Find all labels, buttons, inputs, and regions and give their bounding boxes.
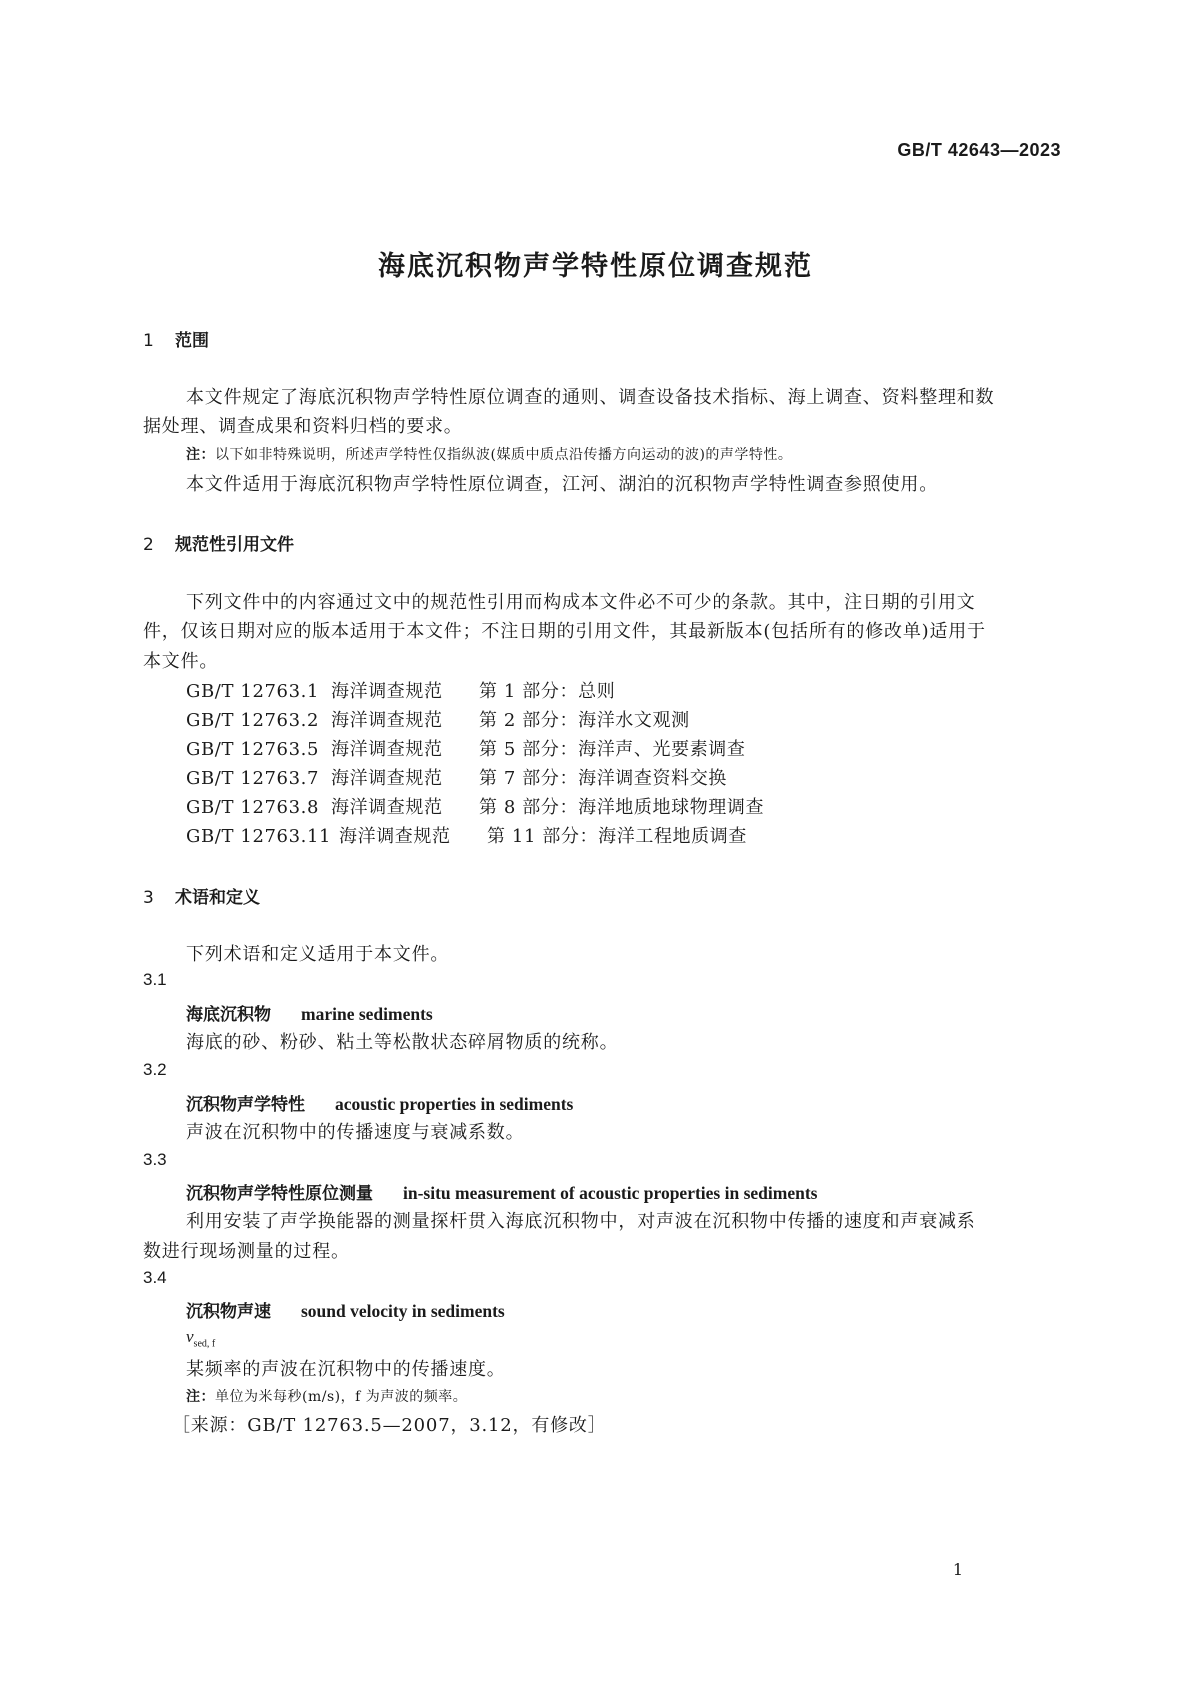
reference-series: 海洋调查规范 [339, 826, 451, 847]
term-number: 3.4 [143, 1268, 167, 1287]
note-text: 以下如非特殊说明，所述声学特性仅指纵波(媒质中质点沿传播方向运动的波)的声学特性。 [215, 447, 793, 463]
note [186, 1386, 467, 1406]
section-title: 规范性引用文件 [175, 535, 294, 555]
term-heading [186, 1090, 573, 1115]
reference-code: GB/T 12763.11 [186, 826, 332, 847]
term-definition: 某频率的声波在沉积物中的传播速度。 [186, 1359, 506, 1380]
term-zh: 沉积物声学特性 [186, 1095, 305, 1115]
reference-code: GB/T 12763.7 [186, 768, 320, 789]
symbol-subscript: sed, f [193, 1338, 216, 1350]
page-number: 1 [952, 1560, 963, 1579]
reference-part: 第 7 部分：海洋调查资料交换 [479, 768, 727, 789]
term-heading [186, 1000, 433, 1025]
term-number: 3.1 [143, 970, 167, 989]
reference-item [186, 677, 615, 703]
term-number: 3.2 [143, 1060, 167, 1079]
term-definition: 声波在沉积物中的传播速度与衰减系数。 [186, 1122, 525, 1143]
paragraph-line: 本文件规定了海底沉积物声学特性原位调查的通则、调查设备技术指标、海上调查、资料整理和数 [186, 387, 995, 408]
term-en: in-situ measurement of acoustic properties in sediments [403, 1183, 818, 1203]
note [186, 444, 792, 464]
paragraph-line: 下列文件中的内容通过文中的规范性引用而构成本文件必不可少的条款。其中，注日期的引用文 [186, 592, 976, 613]
paragraph-line: 下列术语和定义适用于本文件。 [186, 944, 450, 965]
term-symbol [186, 1327, 215, 1349]
reference-series: 海洋调查规范 [331, 710, 443, 731]
reference-part: 第 11 部分：海洋工程地质调查 [487, 826, 747, 847]
term-en: acoustic properties in sediments [335, 1094, 574, 1114]
term-number: 3.3 [143, 1150, 167, 1169]
reference-part: 第 5 部分：海洋声、光要素调查 [479, 739, 746, 760]
note-label: 注： [186, 447, 215, 463]
reference-series: 海洋调查规范 [331, 768, 443, 789]
section-number: 3 [143, 888, 154, 908]
section-2-heading [143, 530, 294, 555]
reference-item [186, 793, 764, 819]
term-definition: 海底的砂、粉砂、粘土等松散状态碎屑物质的统称。 [186, 1032, 619, 1053]
paragraph-line: 件，仅该日期对应的版本适用于本文件；不注日期的引用文件，其最新版本(包括所有的修改单)适用于 [143, 621, 986, 642]
note-text: 单位为米每秒(m/s)，f 为声波的频率。 [215, 1389, 468, 1405]
reference-item [186, 735, 746, 761]
term-zh: 海底沉积物 [186, 1005, 271, 1025]
term-definition: 数进行现场测量的过程。 [143, 1241, 350, 1262]
reference-series: 海洋调查规范 [331, 739, 443, 760]
document-title: 海底沉积物声学特性原位调查规范 [378, 251, 813, 282]
section-number: 1 [143, 331, 154, 351]
paragraph-line: 本文件。 [143, 651, 219, 672]
term-definition: 利用安装了声学换能器的测量探杆贯入海底沉积物中，对声波在沉积物中传播的速度和声衰减系 [186, 1211, 976, 1232]
reference-item [186, 764, 727, 790]
section-3-heading [143, 883, 260, 908]
reference-item [186, 822, 747, 848]
term-en: marine sediments [301, 1004, 433, 1024]
section-title: 术语和定义 [175, 888, 260, 908]
reference-part: 第 1 部分：总则 [479, 681, 616, 702]
term-source: ［来源：GB/T 12763.5—2007，3.12，有修改］ [172, 1415, 607, 1436]
standard-number: GB/T 42643—2023 [897, 140, 1061, 160]
reference-code: GB/T 12763.1 [186, 681, 320, 702]
reference-code: GB/T 12763.2 [186, 710, 320, 731]
section-number: 2 [143, 535, 154, 555]
note-label: 注： [186, 1389, 215, 1405]
term-zh: 沉积物声学特性原位测量 [186, 1184, 373, 1204]
reference-part: 第 2 部分：海洋水文观测 [479, 710, 690, 731]
reference-series: 海洋调查规范 [331, 797, 443, 818]
paragraph-line: 本文件适用于海底沉积物声学特性原位调查，江河、湖泊的沉积物声学特性调查参照使用。 [186, 474, 938, 495]
reference-part: 第 8 部分：海洋地质地球物理调查 [479, 797, 765, 818]
term-heading [186, 1297, 505, 1322]
symbol-main: v [186, 1327, 194, 1346]
reference-series: 海洋调查规范 [331, 681, 443, 702]
reference-code: GB/T 12763.5 [186, 739, 320, 760]
paragraph-line: 据处理、调查成果和资料归档的要求。 [143, 416, 463, 437]
section-1-heading [143, 326, 209, 351]
term-zh: 沉积物声速 [186, 1302, 271, 1322]
term-en: sound velocity in sediments [301, 1301, 505, 1321]
reference-item [186, 706, 690, 732]
section-title: 范围 [175, 331, 209, 351]
reference-code: GB/T 12763.8 [186, 797, 320, 818]
term-heading [186, 1179, 817, 1204]
